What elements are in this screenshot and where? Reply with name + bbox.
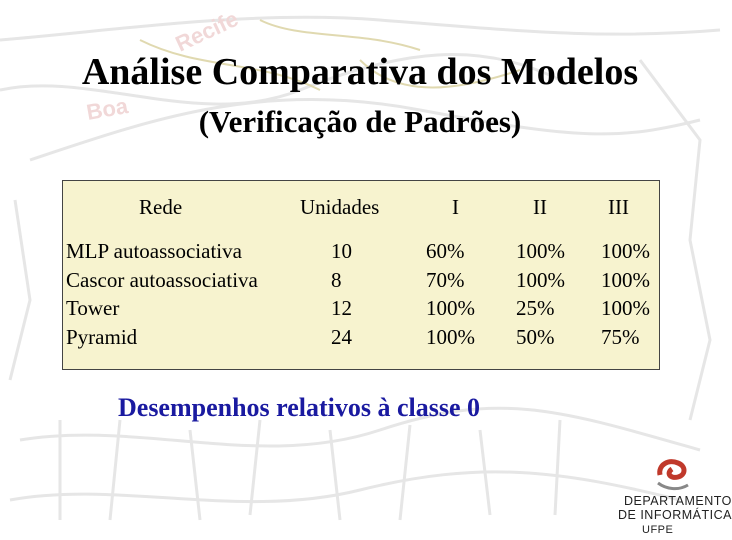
logo-icon [652,457,692,493]
table-cell: 70% [426,267,465,292]
table-cell: 10 [331,239,352,263]
logo-line-3: UFPE [642,524,674,536]
header-rede: Rede [139,195,183,219]
header-iii: III [608,195,629,219]
comparison-table [62,180,660,370]
logo-line-2: DE INFORMÁTICA [618,508,732,522]
table-cell: Tower [66,296,120,320]
table-cell: 100% [516,267,565,292]
slide-subtitle: (Verificação de Padrões) [198,104,522,139]
column-i [426,237,475,351]
table-cell: 100% [601,239,650,263]
column-unidades [331,237,352,351]
svg-text:Boa: Boa [84,93,130,125]
table-cell: 75% [601,324,640,349]
table-cell: 60% [426,239,465,263]
table-cell: Pyramid [66,324,138,349]
table-cell: 100% [426,324,475,349]
department-logo [618,455,732,540]
column-rede [66,237,258,351]
table-cell: 100% [516,239,565,263]
header-i: I [452,195,459,219]
slide-title: Análise Comparativa dos Modelos [81,51,639,93]
table-cell: 50% [516,324,555,349]
header-ii: II [533,195,547,219]
table-cell: 100% [601,267,650,292]
logo-line-1: DEPARTAMENTO [624,494,732,508]
table-cell: 100% [601,296,650,320]
table-cell: 24 [331,324,352,349]
caption-text: Desempenhos relativos à classe 0 [118,393,481,422]
column-iii [601,237,650,351]
table-cell: 100% [426,296,475,320]
table-cell: 8 [331,267,342,292]
table-cell: MLP autoassociativa [66,239,242,263]
table-cell: 12 [331,296,352,320]
table-cell: Cascor autoassociativa [66,267,258,292]
column-ii [516,237,565,351]
table-cell: 25% [516,296,555,320]
header-unidades: Unidades [300,195,380,219]
svg-text:Recife: Recife [171,5,242,57]
